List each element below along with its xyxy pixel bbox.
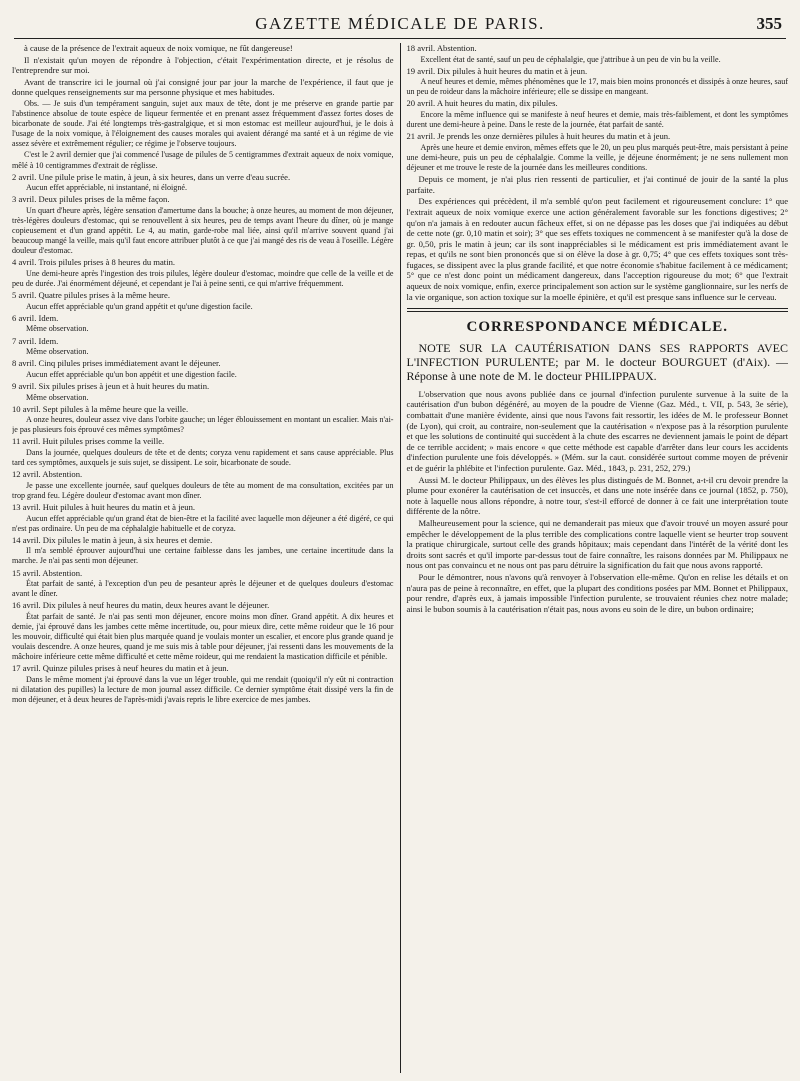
paragraph: Aucun effet appréciable qu'un grand appétit et qu'une digestion facile. (26, 301, 253, 311)
paragraph: 21 avril. Je prends les onze dernières pilules à huit heures du matin et à jeun. (406, 131, 671, 142)
paragraph: 11 avril. Huit pilules prises comme la veille. (12, 436, 165, 447)
section-separator (407, 308, 789, 312)
paragraph: Depuis ce moment, je n'ai plus rien ressenti de particulier, et j'ai continué de jouir de la santé la plus parfaite. (406, 174, 789, 195)
page-number: 355 (756, 14, 782, 33)
paragraph: Excellent état de santé, sauf un peu de céphalalgie, que j'attribue à un peu de vin bu la veille. (420, 54, 721, 64)
paragraph: 16 avril. Dix pilules à neuf heures du matin, deux heures avant le déjeuner. (12, 600, 270, 611)
paragraph: Avant de transcrire ici le journal où j'ai consigné jour par jour la marche de l'expérience, il faut que je donne quelques renseignements sur ma personne physique et mes habitudes. (12, 76, 394, 98)
paragraph: Même observation. (26, 324, 89, 334)
left-column (12, 43, 400, 1073)
note-paragraph: Aussi M. le docteur Philippaux, un des élèves les plus distingués de M. Bonnet, a-t-il cru devoir prendre la plume pour exonérer la cautérisation de cet insuccès, et dans une note insérée dans ce journal (1852, p. 750), note à laquelle nous allons répondre, à notre tour, s'est-il efforcé de donner à ce fait une interprétation toute différente de la nôtre. (406, 474, 789, 517)
paragraph: Même observation. (26, 392, 89, 402)
paragraph: à cause de la présence de l'extrait aqueux de noix vomique, ne fût dangereuse! (24, 43, 293, 53)
right-column (401, 43, 789, 1073)
paragraph: 6 avril. Idem. (12, 312, 59, 323)
paragraph: 20 avril. A huit heures du matin, dix pilules. (406, 98, 558, 109)
paragraph: 7 avril. Idem. (12, 335, 59, 346)
note-paragraph: Malheureusement pour la science, qui ne demanderait pas mieux que d'avoir trouvé un moyen assuré pour empêcher le développement de la plus terrible des complications contre laquelle vient se heurter trop souvent la pratique chirurgicale, surtout celle des grands hôpitaux; mais cependant dans l'intérêt de la vérité dont les droits sont sacrés et qu'il importe par-dessus tout de faire connaître, les raisons données par M. Philippaux ne nous ont pas convaincu et ne nous ont pas paru détruire la signification du fait que nous avons rapporté. (406, 517, 789, 571)
note-paragraph: Pour le démontrer, nous n'avons qu'à renvoyer à l'observation elle-même. Qu'on en relise les détails et on n'aura pas de peine à reconnaître, en effet, que la plupart des conditions posées par MM. Bonnet et Philippaux, pour rendre, d'après eux, à jamais impossible l'infection purulente, se trouvaient réunies chez notre malade; ainsi le bubon soumis à la cautérisation n'était pas, nous avons eu soin de le dire, un bubon ordinaire; (406, 571, 789, 614)
paragraph: C'est le 2 avril dernier que j'ai commencé l'usage de pilules de 5 centigrammes d'extrait aqueux de noix vomique, mêlé à 10 centigrammes d'extrait de réglisse. (12, 150, 394, 170)
paragraph: Dans la journée, quelques douleurs de tête et de dents; coryza venu rapidement et sans cause appréciable. Plus tard ces symptômes, auxquels je suis sujet, se dissipent. Le soir, bicarbonate de soude. (12, 447, 394, 468)
paragraph: Il n'existait qu'un moyen de répondre à l'objection, c'était l'expérimentation directe, et je résolus de l'entreprendre sur moi. (12, 54, 394, 76)
paragraph: 3 avril. Deux pilules prises de la même façon. (12, 194, 170, 205)
paragraph: Même observation. (26, 347, 89, 357)
paragraph: 5 avril. Quatre pilules prises à la même heure. (12, 290, 170, 301)
paragraph: Un quart d'heure après, légère sensation d'amertume dans la bouche; à onze heures, au moment de mon déjeuner, très-légères douleurs d'estomac, qui se renouvellent à six heures, peu de temps avant l'heure du dîner, où je mange copieusement et d'un grand appétit. Le 4, au matin, garde-robe mal liée, ainsi qu'il m'arrive souvent quand j'ai beaucoup mangé la veille, mais qu'il faut encore attribuer plutôt à ce que j'ai mangé des ris de veau à l'oseille. Légère douleur d'estomac. (12, 205, 394, 256)
note-heading: NOTE SUR LA CAUTÉRISATION DANS SES RAPPORTS AVEC L'INFECTION PURULENTE; par M. le docteur BOURGUET (d'Aix). — Réponse à une note de M. le docteur PHILIPPAUX. (406, 340, 789, 383)
paragraph: 15 avril. Abstention. (12, 567, 83, 578)
paragraph: A onze heures, douleur assez vive dans l'orbite gauche; un léger éblouissement en montant un escalier. Mais n'ai-je pas plusieurs fois éprouvé ces mêmes symptômes? (12, 415, 394, 435)
paragraph: 4 avril. Trois pilules prises à 8 heures du matin. (12, 257, 176, 268)
paragraph: Encore la même influence qui se manifeste à neuf heures et demie, mais très-faiblement, et dont les symptômes durent une demi-heure à peine. Dans le reste de la journée, état parfait de santé. (406, 110, 789, 130)
section-title: CORRESPONDANCE MÉDICALE. (466, 319, 729, 336)
paragraph: 9 avril. Six pilules prises à jeun et à huit heures du matin. (12, 380, 210, 391)
paragraph: 12 avril. Abstention. (12, 469, 83, 480)
paragraph: Je passe une excellente journée, sauf quelques douleurs de tête au moment de ma consultation, excitées par un trop grand feu. Légère douleur d'estomac avant mon dîner. (12, 480, 394, 500)
paragraph: Aucun effet appréciable qu'un bon appétit et une digestion facile. (26, 369, 237, 379)
paragraph: 18 avril. Abstention. (406, 43, 477, 53)
paragraph: Aucun effet appréciable qu'un grand état de bien-être et la facilité avec laquelle mon déjeuner a été digéré, ce qui n'est pas ordinaire. Un peu de ma céphalalgie habituelle et de coryza. (12, 513, 394, 533)
paragraph: État parfait de santé, à l'exception d'un peu de pesanteur après le déjeuner et de quelques douleurs d'estomac avant le dîner. (12, 579, 394, 599)
paragraph: 8 avril. Cinq pilules prises immédiatement avant le déjeuner. (12, 358, 221, 369)
paragraph: 2 avril. Une pilule prise le matin, à jeun, à six heures, dans un verre d'eau sucrée. (12, 171, 291, 182)
paragraph: Obs. — Je suis d'un tempérament sanguin, sujet aux maux de tête, dont je me préserve en grande partie par l'abstinence absolue de toute espèce de liqueur fermentée et en prenant assez fréquemment d'assez fortes doses de bicarbonate de soude. J'ai été longtemps très-gastralgique, et si mon estomac est meilleur aujourd'hui, je le dois à l'usage de la noix vomique, à l'éloignement des causes morales qui avaient dérangé ma santé et à un régime de vie assez sévère et extrêmement régulier; ce régime je l'observe toujours. (12, 98, 394, 149)
paragraph: A neuf heures et demie, mêmes phénomènes que le 17, mais bien moins prononcés et dissipés à onze heures, sauf un peu de roideur dans la mâchoire inférieure; elle se dissipe en mangeant. (406, 77, 789, 97)
paragraph: 19 avril. Dix pilules à huit heures du matin et à jeun. (406, 65, 588, 76)
paragraph: Après une heure et demie environ, mêmes effets que le 20, un peu plus marqués peut-être, mais persistant à peine une demi-heure, puis un peu de céphalalgie. Comme la veille, je déjeune énormément; je ne sens nullement mon déjeuner et me trouve le reste de la journée dans les meilleures conditions. (406, 142, 789, 173)
journal-title: GAZETTE MÉDICALE DE PARIS. (255, 14, 545, 33)
paragraph: Il m'a semblé éprouver aujourd'hui une certaine faiblesse dans les jambes, une certaine incertitude dans la marche. Je n'ai pas senti mon déjeuner. (12, 546, 394, 566)
journal-continuation (407, 43, 789, 302)
two-column-body (12, 43, 788, 1073)
paragraph: 17 avril. Quinze pilules prises à neuf heures du matin et à jeun. (12, 663, 229, 674)
paragraph: 10 avril. Sept pilules à la même heure que la veille. (12, 403, 189, 414)
paragraph: État parfait de santé. Je n'ai pas senti mon déjeuner, encore moins mon dîner. Grand appétit. A dix heures et demie, j'ai éprouvé dans les jambes cette même incertitude, ou, pour mieux dire, cette même roideur que le 16 pour les mouvoir, difficulté qui était bien plus marquée quand je voulais monter un escalier, et encore plus grande quand je voulais descendre. A onze heures, quand je me suis mis à table pour déjeuner, j'ai ressenti dans les mouvements de la mâchoire inférieure cette même difficulté et cette même roideur, qui me rendaient la mastication difficile et pénible. (12, 611, 394, 662)
paragraph: 13 avril. Huit pilules à huit heures du matin et à jeun. (12, 501, 196, 512)
paragraph: Des expériences qui précèdent, il m'a semblé qu'on peut facilement et rigoureusement conclure: 1° que l'extrait aqueux de noix vomique exerce une action généralement favorable sur les fonctions digestives; 2° qu'on n'a jamais à en redouter aucun fâcheux effet, si on ne dépasse pas les doses que j'ai indiquées au début de cette note (gr. 0,10 matin et soir); 3° que ses effets toxiques ne commencent à se manifester qu'à la dose de gr. 0,50, pris le matin à jeun; car ils sont inappréciables si le médicament est pris immédiatement avant le repas, et qu'ils ne sont bien prononcés que si on élève la dose à gr. 0,75; 4° que ces effets toxiques sont très-fugaces, se dissipent avec la plus grande facilité, et que notre économie s'habitue facilement à ce médicament; 5° que ce n'est donc point un médicament dangereux, dans l'acception rigoureuse du mot; 6° que l'extrait aqueux de noix vomique, enfin, exerce principalement son action sur le système ganglionnaire, sur les nerfs de la vie organique, son action toxique sur la moelle épinière, et qu'il est presque sans influence sur le cerveau. (406, 196, 789, 302)
paragraph: 14 avril. Dix pilules le matin à jeun, à six heures et demie. (12, 534, 213, 545)
note-paragraph: L'observation que nous avons publiée dans ce journal d'infection purulente survenue à la suite de la cautérisation d'un bubon dégénéré, au moyen de la poudre de Vienne (Gaz. Méd., t. VII, p. 543, 3e série), combattait d'une manière évidente, ainsi que nous l'avons fait ressortir, les idées de M. le professeur Bonnet (de Lyon), qui croit, au contraire, non-seulement que la cautérisation « n'expose pas à la résorption purulente et que les solutions de continuité qui succèdent à la chute des escarres ne deviennent jamais le point de départ de ce terrible accident; » mais encore « que cette méthode est capable d'arrêter dans leur cours les accidents d'infection purulente une fois développés. » (Mém. sur la caut. considérée surtout comme moyen de prévenir et de guérir la phlébite et l'infection purulente. Gaz. Méd., 1843, p. 231, 252, 279.) (406, 388, 789, 473)
paragraph: Dans le même moment j'ai éprouvé dans la vue un léger trouble, qui me rendait (quoiqu'il n'y eût ni contraction ni dilatation des pupilles) la lecture de mon journal assez difficile. Ce dernier symptôme était dissipé vers la fin de mon déjeuner, et à deux heures de l'après-midi j'avais repris le libre exercice de mes jambes. (12, 674, 394, 705)
paragraph: Une demi-heure après l'ingestion des trois pilules, légère douleur d'estomac, moindre que celle de la veille et de peu de durée. J'ai énormément déjeuné, et cependant je l'ai à peine senti, ce qui m'arrive fréquemment. (12, 268, 394, 289)
paragraph: Aucun effet appréciable, ni instantané, ni éloigné. (26, 183, 187, 193)
note-body (407, 389, 789, 614)
running-head (14, 12, 786, 39)
